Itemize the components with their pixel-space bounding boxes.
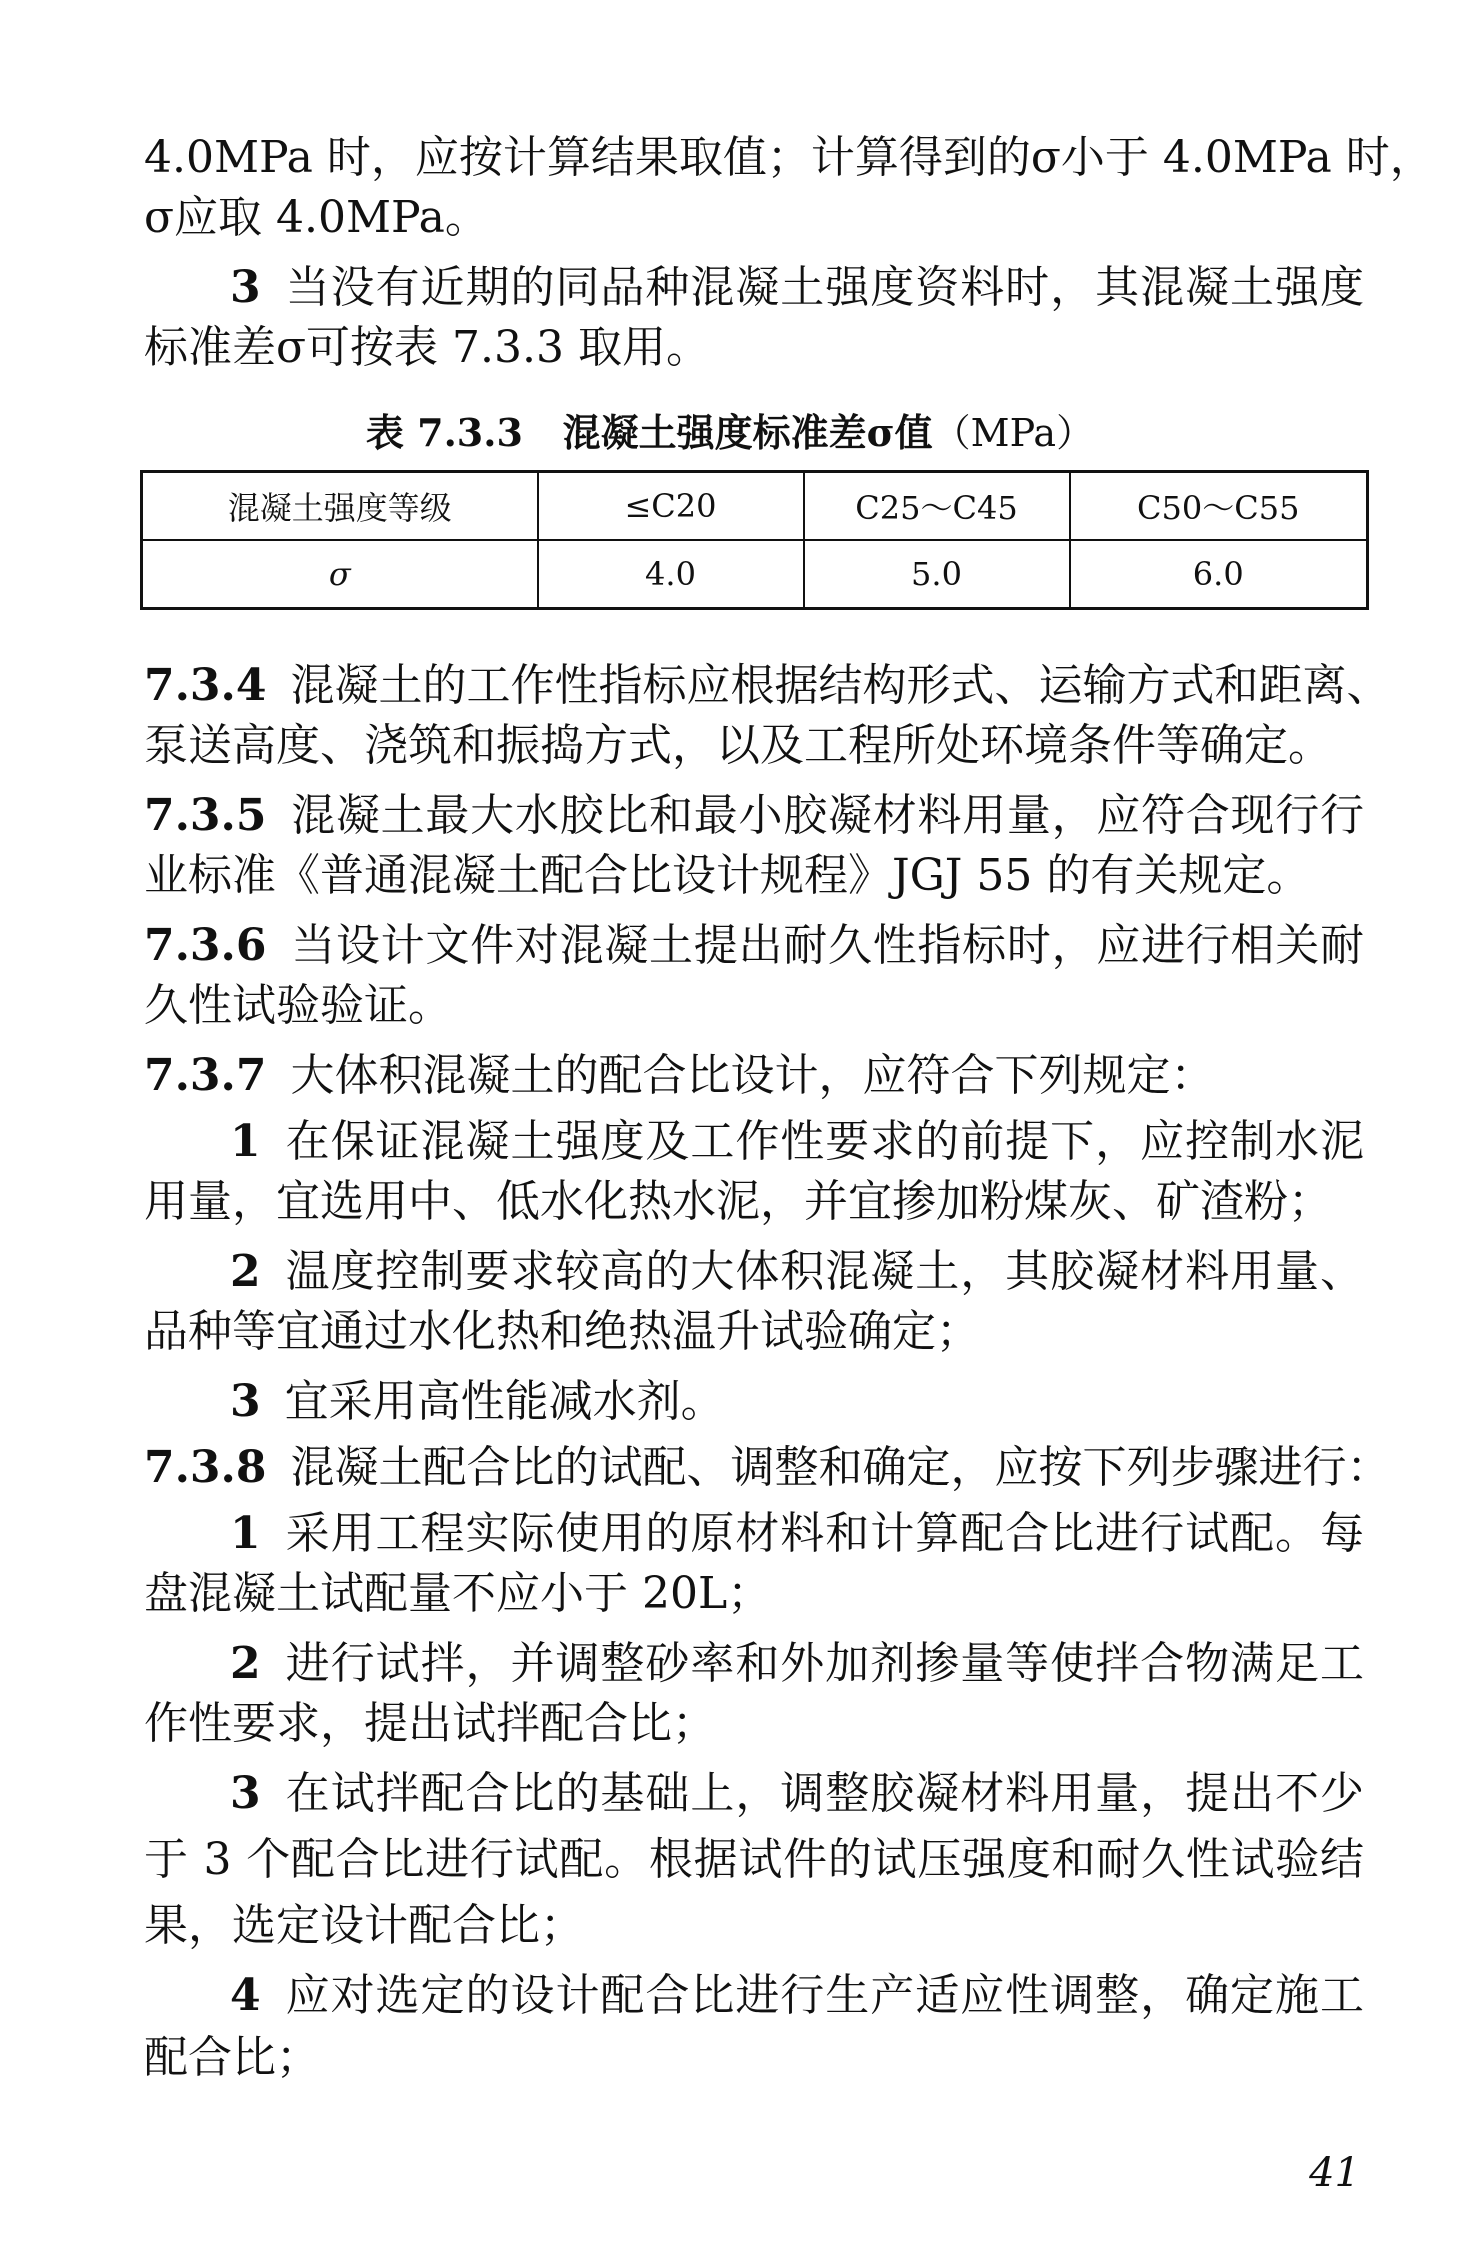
table-caption — [0, 408, 1460, 458]
item-number: 2 — [230, 1246, 261, 1297]
clause-text: 混凝土配合比的试配、调整和确定，应按下列步骤进行： — [290, 1442, 1391, 1493]
item-text: 温度控制要求较高的大体积混凝土，其胶凝材料用量、 — [284, 1246, 1364, 1297]
item-text: 应对选定的设计配合比进行生产适应性调整，确定施工 — [284, 1970, 1364, 2021]
table-cell: 5.0 — [804, 540, 1070, 609]
item-number: 3 — [230, 1768, 261, 1819]
item-number: 4 — [230, 1970, 261, 2021]
std-deviation-table — [140, 470, 1369, 610]
list-item — [230, 258, 1364, 318]
item-number: 1 — [230, 1508, 261, 1559]
paragraph-line: 4.0MPa 时，应按计算结果取值；计算得到的σ小于 4.0MPa 时， — [144, 132, 1434, 183]
paragraph-line: 用量，宜选用中、低水化热水泥，并宜掺加粉煤灰、矿渣粉； — [144, 1176, 1332, 1227]
list-item — [230, 1242, 1364, 1302]
list-item — [230, 1966, 1364, 2026]
clause-number: 7.3.7 — [144, 1050, 267, 1101]
page-number: 41 — [1309, 2150, 1360, 2196]
item-text: 宜采用高性能减水剂。 — [284, 1376, 725, 1427]
item-number: 3 — [230, 262, 261, 313]
list-item — [230, 1372, 1364, 1432]
item-text: 当没有近期的同品种混凝土强度资料时，其混凝土强度 — [284, 262, 1364, 313]
paragraph-line: 久性试验验证。 — [144, 980, 452, 1031]
table-header-row — [142, 472, 1368, 541]
item-text: 在试拌配合比的基础上，调整胶凝材料用量，提出不少 — [284, 1768, 1364, 1819]
paragraph-line: 作性要求，提出试拌配合比； — [144, 1698, 716, 1749]
item-text: 采用工程实际使用的原材料和计算配合比进行试配。每 — [284, 1508, 1364, 1559]
clause-number: 7.3.6 — [144, 920, 267, 971]
table-header-cell: ≤C20 — [538, 472, 804, 541]
clause-7-3-7 — [144, 1046, 1364, 1106]
clause-7-3-5 — [144, 786, 1364, 846]
clause-text: 混凝土的工作性指标应根据结构形式、运输方式和距离、 — [290, 660, 1391, 711]
clause-number: 7.3.8 — [144, 1442, 267, 1493]
clause-text: 当设计文件对混凝土提出耐久性指标时，应进行相关耐 — [290, 920, 1364, 971]
paragraph-line: 业标准《普通混凝土配合比设计规程》JGJ 55 的有关规定。 — [144, 850, 1311, 901]
table-caption-title: 混凝土强度标准差σ值 — [562, 410, 933, 455]
table-cell: σ — [142, 540, 538, 609]
clause-text: 大体积混凝土的配合比设计，应符合下列规定： — [290, 1050, 1215, 1101]
paragraph-line: 盘混凝土试配量不应小于 20L； — [144, 1568, 772, 1619]
paragraph-line: 配合比； — [144, 2032, 320, 2083]
table-caption-label: 表 7.3.3 — [365, 410, 523, 455]
clause-number: 7.3.5 — [144, 790, 267, 841]
clause-7-3-4 — [144, 656, 1391, 716]
table-row — [142, 540, 1368, 609]
list-item — [230, 1112, 1364, 1172]
paragraph-line: σ应取 4.0MPa。 — [144, 192, 489, 243]
paragraph-line: 标准差σ可按表 7.3.3 取用。 — [144, 322, 710, 373]
list-item — [230, 1504, 1364, 1564]
clause-number: 7.3.4 — [144, 660, 267, 711]
paragraph-line: 果，选定设计配合比； — [144, 1900, 584, 1951]
item-number: 2 — [230, 1638, 261, 1689]
table-header-cell: C50～C55 — [1070, 472, 1368, 541]
item-number: 1 — [230, 1116, 261, 1167]
clause-text: 混凝土最大水胶比和最小胶凝材料用量，应符合现行行 — [290, 790, 1364, 841]
clause-7-3-6 — [144, 916, 1364, 976]
list-item — [230, 1634, 1364, 1694]
list-item — [230, 1764, 1364, 1824]
item-text: 在保证混凝土强度及工作性要求的前提下，应控制水泥 — [284, 1116, 1364, 1167]
item-number: 3 — [230, 1376, 261, 1427]
paragraph-line: 品种等宜通过水化热和绝热温升试验确定； — [144, 1306, 980, 1357]
table-caption-unit: （MPa） — [932, 411, 1095, 455]
table-header-cell: C25～C45 — [804, 472, 1070, 541]
clause-7-3-8 — [144, 1438, 1391, 1498]
paragraph-line: 泵送高度、浇筑和振捣方式，以及工程所处环境条件等确定。 — [144, 720, 1332, 771]
table-cell: 4.0 — [538, 540, 804, 609]
table-cell: 6.0 — [1070, 540, 1368, 609]
item-text: 进行试拌，并调整砂率和外加剂掺量等使拌合物满足工 — [284, 1638, 1364, 1689]
table-header-cell: 混凝土强度等级 — [142, 472, 538, 541]
paragraph-line: 于 3 个配合比进行试配。根据试件的试压强度和耐久性试验结 — [144, 1834, 1364, 1885]
